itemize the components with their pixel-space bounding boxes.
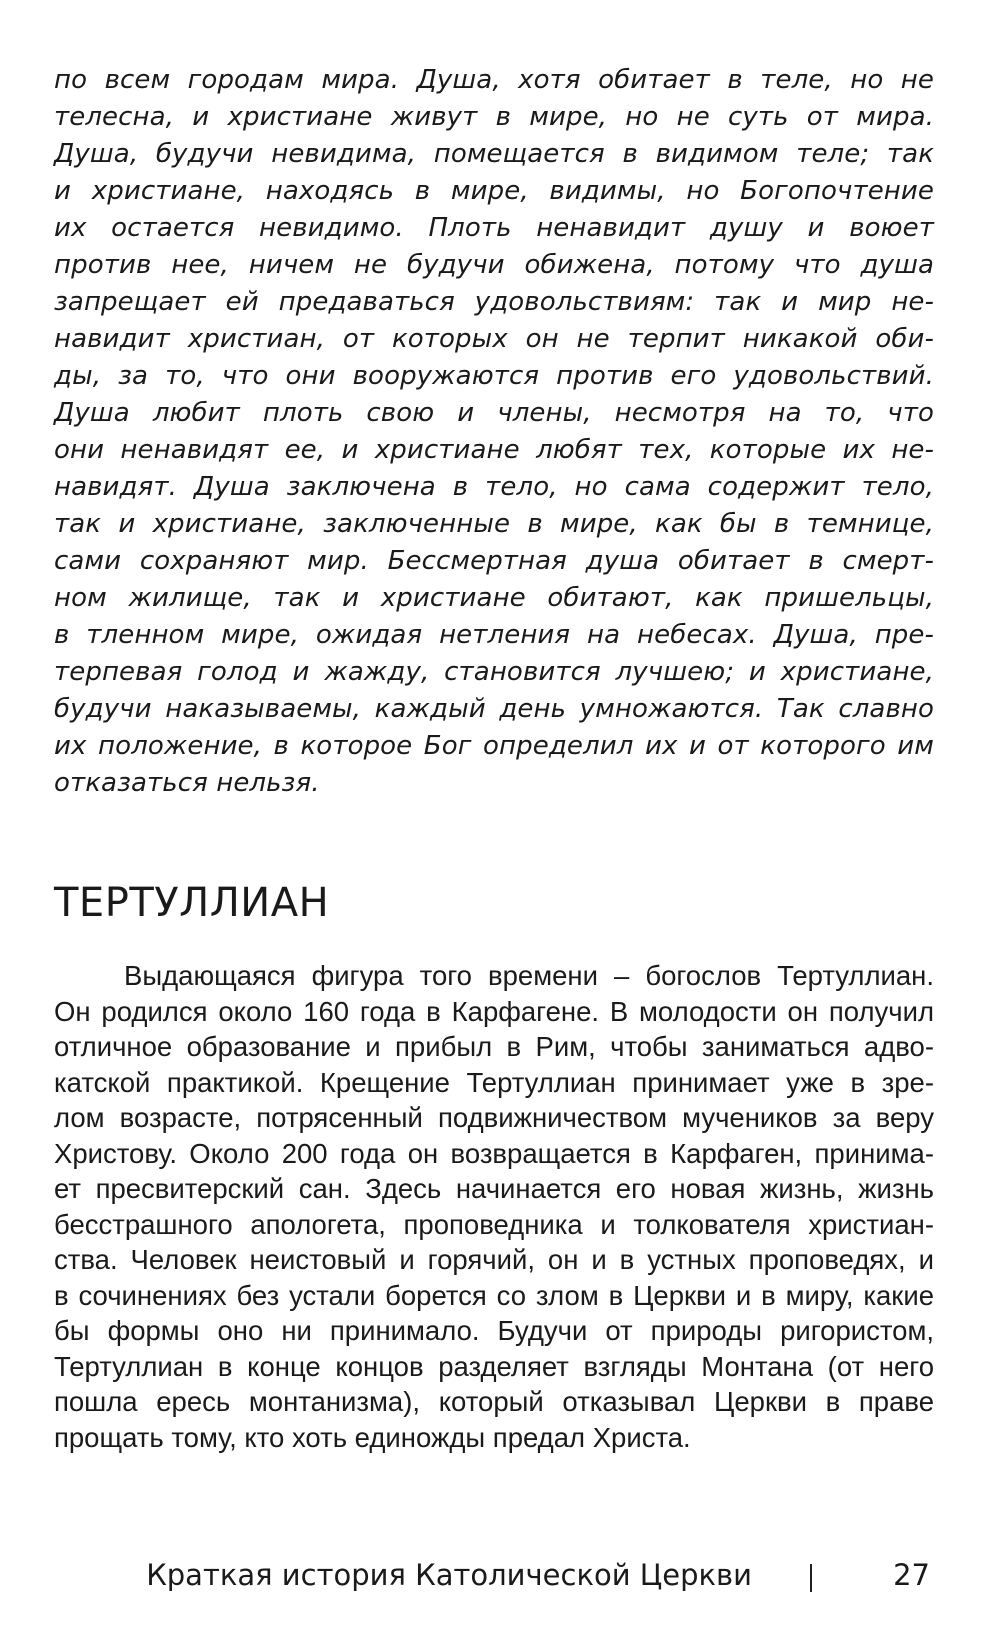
page-footer [0, 1558, 1000, 1598]
body-line: Выдающаяся фигура того времени – богослов Тертуллиан. [124, 960, 934, 991]
quote-line: в тленном мире, ожидая нетления на небесах. Душа, пре- [54, 620, 934, 650]
quote-line: против нее, ничем не будучи обижена, потому что душа [54, 250, 934, 280]
quote-line: терпевая голод и жажду, становится лучшею; и христиане, [54, 657, 934, 687]
quote-line: и христиане, находясь в мире, видимы, но Богопочтение [54, 176, 934, 206]
page-number: 27 [893, 1558, 930, 1592]
quote-line: Душа любит плоть свою и члены, несмотря на то, что [54, 398, 934, 428]
body-line: Он родился около 160 года в Карфагене. В молодости он получил [54, 995, 934, 1027]
quote-line: ды, за то, что они вооружаются против его удовольствий. [54, 361, 934, 391]
body-line: Тертуллиан в конце концов разделяет взгляды Монтана (от него [54, 1350, 934, 1382]
body-line: пошла ересь монтанизма), который отказывал Церкви в праве [54, 1386, 934, 1417]
body-line: Христову. Около 200 года он возвращается в Карфаген, принима- [54, 1137, 934, 1169]
quote-line: их остается невидимо. Плоть ненавидит душу и воюет [54, 213, 934, 243]
body-line: в сочинениях без устали борется со злом в Церкви и в миру, какие [54, 1279, 934, 1311]
quote-line: их положение, в которое Бог определил их и от которого им [54, 731, 934, 761]
body-line: ства. Человек неистовый и горячий, он и в устных проповедях, и [54, 1244, 934, 1275]
quote-line: по всем городам мира. Душа, хотя обитает в теле, но не [54, 65, 934, 95]
quote-line: навидят. Душа заключена в тело, но сама содержит тело, [54, 472, 934, 502]
body-line: катской практикой. Крещение Тертуллиан принимает уже в зре- [54, 1066, 934, 1098]
book-title: Краткая история Католической Церкви [146, 1558, 752, 1592]
quote-line: отказаться нельзя. [54, 768, 320, 798]
quote-line: ном жилище, так и христиане обитают, как пришельцы, [54, 583, 934, 613]
body-line: ет пресвитерский сан. Здесь начинается его новая жизнь, жизнь [54, 1173, 934, 1204]
quote-line: сами сохраняют мир. Бессмертная душа обитает в смерт- [54, 546, 934, 576]
quote-line: телесна, и христиане живут в мире, но не суть от мира. [54, 102, 934, 132]
quote-line: так и христиане, заключенные в мире, как бы в темнице, [54, 509, 934, 539]
body-line: прощать тому, кто хоть единожды предал Христа. [54, 1421, 691, 1453]
quote-block [54, 62, 934, 802]
quote-line: запрещает ей предаваться удовольствиям: так и мир не- [54, 287, 934, 317]
body-line: лом возрасте, потрясенный подвижничеством мучеников за веру [54, 1102, 934, 1133]
section-heading: ТЕРТУЛЛИАН [54, 880, 330, 926]
quote-line: они ненавидят ее, и христиане любят тех, которые их не- [54, 435, 934, 465]
body-line: бы формы оно ни принимало. Будучи от природы ригористом, [54, 1315, 934, 1346]
quote-line: будучи наказываемы, каждый день умножаются. Так славно [54, 694, 934, 724]
body-line: бесстрашного апологета, проповедника и толкователя христиан- [54, 1208, 934, 1240]
body-paragraph [54, 958, 934, 1455]
quote-line: навидит христиан, от которых он не терпит никакой оби- [54, 324, 934, 354]
body-line: отличное образование и прибыл в Рим, чтобы заниматься адво- [54, 1031, 934, 1062]
quote-line: Душа, будучи невидима, помещается в видимом теле; так [54, 139, 934, 169]
footer-separator [810, 1564, 812, 1592]
